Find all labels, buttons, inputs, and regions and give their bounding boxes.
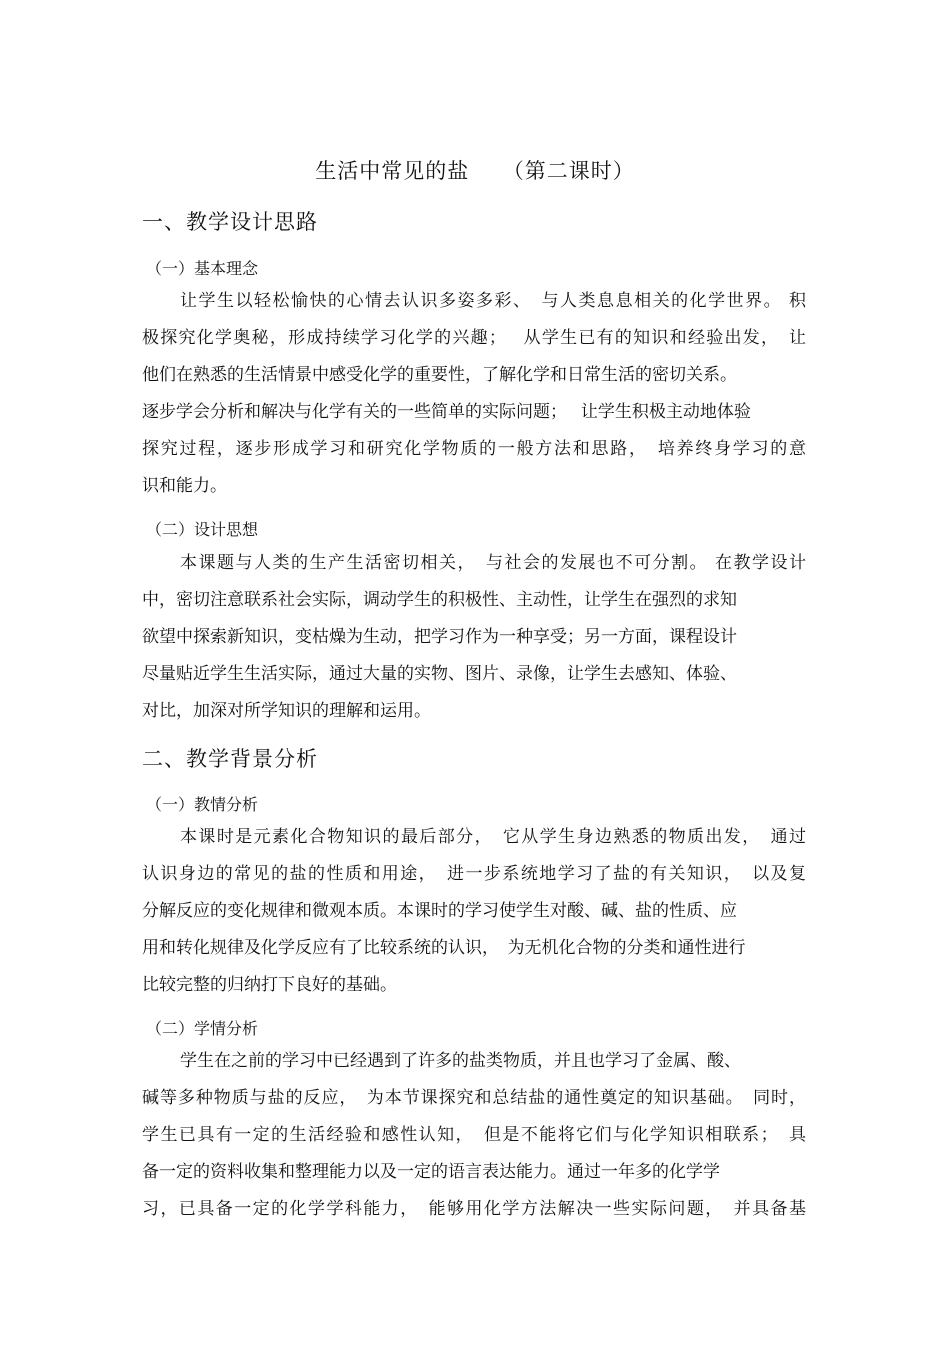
section-heading-teaching-design: 一、教学设计思路 — [142, 210, 318, 234]
text-line: 本课时是元素化合物知识的最后部分， 它从学生身边熟悉的物质出发， 通过 — [180, 827, 806, 847]
text-line: 识和能力。 — [142, 476, 227, 496]
text-line: 备一定的资料收集和整理能力以及一定的语言表达能力。通过一年多的化学学 — [142, 1162, 720, 1182]
text-line: 本课题与人类的生产生活密切相关， 与社会的发展也不可分割。 在教学设计 — [180, 553, 806, 573]
subsection-heading-design-idea: （二）设计思想 — [146, 520, 259, 539]
document-title: 生活中常见的盐 （第二课时） — [315, 159, 635, 183]
text-line: 碱等多种物质与盐的反应， 为本节课探究和总结盐的通性奠定的知识基础。 同时， — [142, 1088, 806, 1108]
section-heading-background-analysis: 二、教学背景分析 — [142, 747, 318, 771]
text-line: 对比，加深对所学知识的理解和运用。 — [142, 701, 431, 721]
subsection-heading-student-analysis: （二）学情分析 — [146, 1019, 259, 1038]
text-line: 学生已具有一定的生活经验和感性认知， 但是不能将它们与化学知识相联系； 具 — [142, 1125, 806, 1145]
text-line: 中，密切注意联系社会实际，调动学生的积极性、主动性，让学生在强烈的求知 — [142, 590, 737, 610]
text-line: 尽量贴近学生生活实际，通过大量的实物、图片、录像，让学生去感知、体验、 — [142, 664, 737, 684]
text-line: 分解反应的变化规律和微观本质。本课时的学习使学生对酸、碱、盐的性质、应 — [142, 901, 737, 921]
text-line: 欲望中探索新知识，变枯燥为生动，把学习作为一种享受；另一方面，课程设计 — [142, 627, 737, 647]
paragraph-basic-concept — [142, 283, 806, 505]
text-line: 逐步学会分析和解决与化学有关的一些简单的实际问题； 让学生积极主动地体验 — [142, 402, 751, 422]
text-line: 极探究化学奥秘，形成持续学习化学的兴趣； 从学生已有的知识和经验出发， 让 — [142, 328, 806, 348]
paragraph-student-analysis — [142, 1043, 806, 1228]
subsection-heading-teaching-analysis: （一）教情分析 — [146, 795, 259, 814]
text-line: 让学生以轻松愉快的心情去认识多姿多彩、 与人类息息相关的化学世界。 积 — [180, 291, 806, 311]
paragraph-teaching-analysis — [142, 819, 806, 1004]
text-line: 认识身边的常见的盐的性质和用途， 进一步系统地学习了盐的有关知识， 以及复 — [142, 864, 806, 884]
text-line: 用和转化规律及化学反应有了比较系统的认识， 为无机化合物的分类和通性进行 — [142, 938, 746, 958]
text-line: 习，已具备一定的化学学科能力， 能够用化学方法解决一些实际问题， 并具备基 — [142, 1199, 806, 1219]
text-line: 他们在熟悉的生活情景中感受化学的重要性，了解化学和日常生活的密切关系。 — [142, 365, 737, 385]
paragraph-design-idea — [142, 545, 806, 730]
text-line: 探究过程，逐步形成学习和研究化学物质的一般方法和思路， 培养终身学习的意 — [142, 439, 806, 459]
subsection-heading-basic-concept: （一）基本理念 — [146, 259, 259, 278]
text-line: 学生在之前的学习中已经遇到了许多的盐类物质，并且也学习了金属、酸、 — [180, 1051, 741, 1071]
text-line: 比较完整的归纳打下良好的基础。 — [142, 975, 397, 995]
